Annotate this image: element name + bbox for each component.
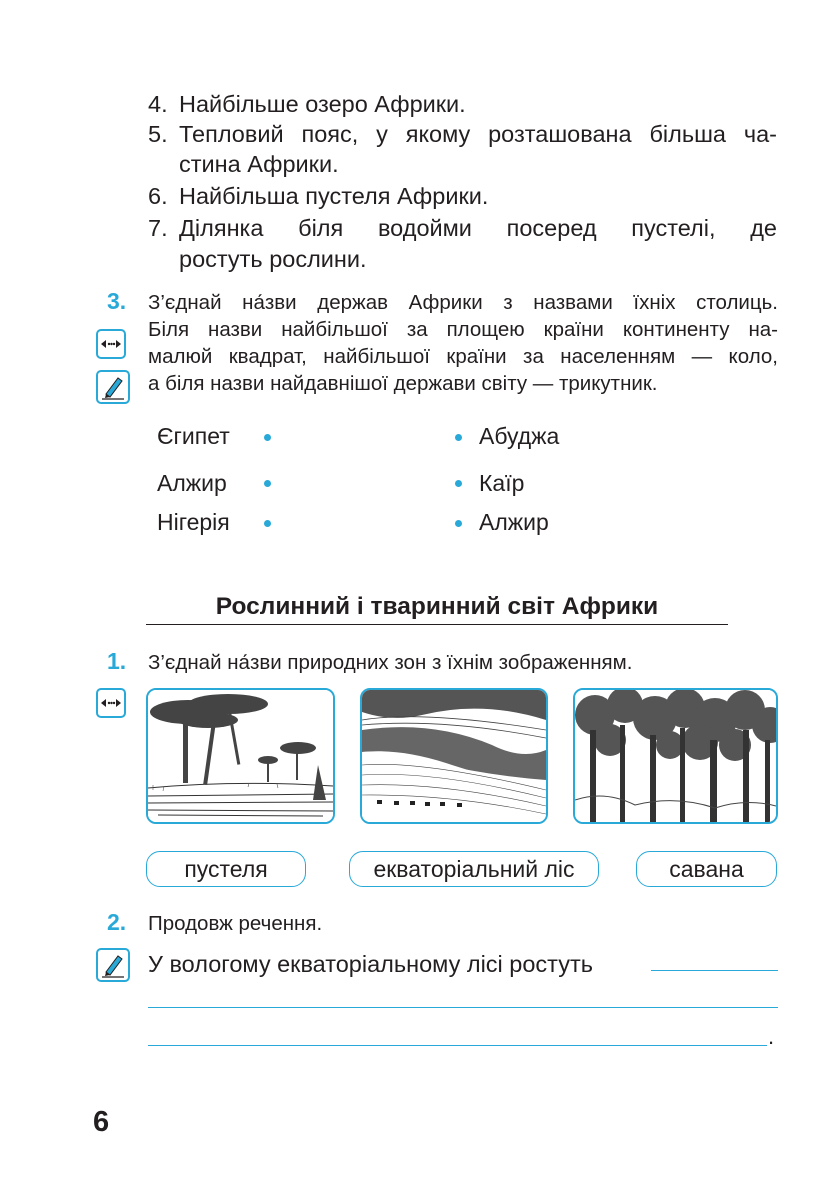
sentence-end: .	[768, 1024, 775, 1049]
instruction-line: а біля назви найдавнішої держави світу — трикутник.	[148, 372, 658, 395]
section-title: Рослинний і тваринний світ Африки	[215, 593, 659, 620]
match-dot[interactable]	[455, 520, 462, 527]
task-number: 2.	[107, 909, 127, 935]
section-divider	[146, 624, 728, 625]
connect-arrows-icon	[96, 329, 126, 359]
country-name: Алжир	[157, 470, 227, 496]
list-item-text: Найбільше озеро Африки.	[179, 91, 466, 117]
match-dot[interactable]	[455, 434, 462, 441]
instruction-line: З’єднай на́зви держав Африки з назвами їхніх столиць.	[148, 291, 778, 314]
list-number: 7.	[148, 215, 168, 241]
pencil-write-icon	[96, 948, 130, 982]
list-item-text: стина Африки.	[179, 151, 339, 177]
page-number: 6	[93, 1106, 110, 1138]
task-number: 3.	[107, 288, 127, 314]
list-number: 6.	[148, 183, 168, 209]
list-item-text: Найбільша пустеля Африки.	[179, 183, 489, 209]
list-number: 5.	[148, 121, 168, 147]
rainforest-illustration[interactable]	[573, 688, 778, 824]
match-dot[interactable]	[264, 520, 271, 527]
country-name: Нігерія	[157, 509, 230, 535]
capital-name: Каїр	[479, 470, 525, 496]
zone-label[interactable]: пустеля	[146, 851, 306, 887]
zone-label[interactable]: екваторіальний ліс	[349, 851, 599, 887]
list-item-text: Ділянка біля водойми посеред пустелі, де	[179, 215, 777, 241]
desert-illustration[interactable]	[360, 688, 548, 824]
task-number: 1.	[107, 648, 127, 674]
instruction-line: малюй квадрат, найбільшої країни за населенням — коло,	[148, 345, 778, 368]
list-number: 4.	[148, 91, 168, 117]
capital-name: Алжир	[479, 509, 549, 535]
sentence-start: У вологому екваторіальному лісі ростуть	[148, 951, 593, 977]
task-instruction: Продовж речення.	[148, 912, 323, 935]
list-item-text: ростуть рослини.	[179, 246, 367, 272]
answer-line[interactable]	[148, 1045, 767, 1046]
answer-line[interactable]	[651, 970, 778, 971]
answer-line[interactable]	[148, 1007, 778, 1008]
match-dot[interactable]	[264, 480, 271, 487]
list-item-text: Тепловий пояс, у якому розташована більша ча-	[179, 121, 777, 147]
task-instruction: З’єднай на́зви природних зон з їхнім зображенням.	[148, 651, 633, 674]
savanna-illustration[interactable]	[146, 688, 335, 824]
instruction-line: Біля назви найбільшої за площею країни континенту на-	[148, 318, 778, 341]
zone-label[interactable]: савана	[636, 851, 777, 887]
country-name: Єгипет	[157, 423, 230, 449]
match-dot[interactable]	[455, 480, 462, 487]
match-dot[interactable]	[264, 434, 271, 441]
pencil-write-icon	[96, 370, 130, 404]
connect-arrows-icon	[96, 688, 126, 718]
capital-name: Абуджа	[479, 423, 560, 449]
